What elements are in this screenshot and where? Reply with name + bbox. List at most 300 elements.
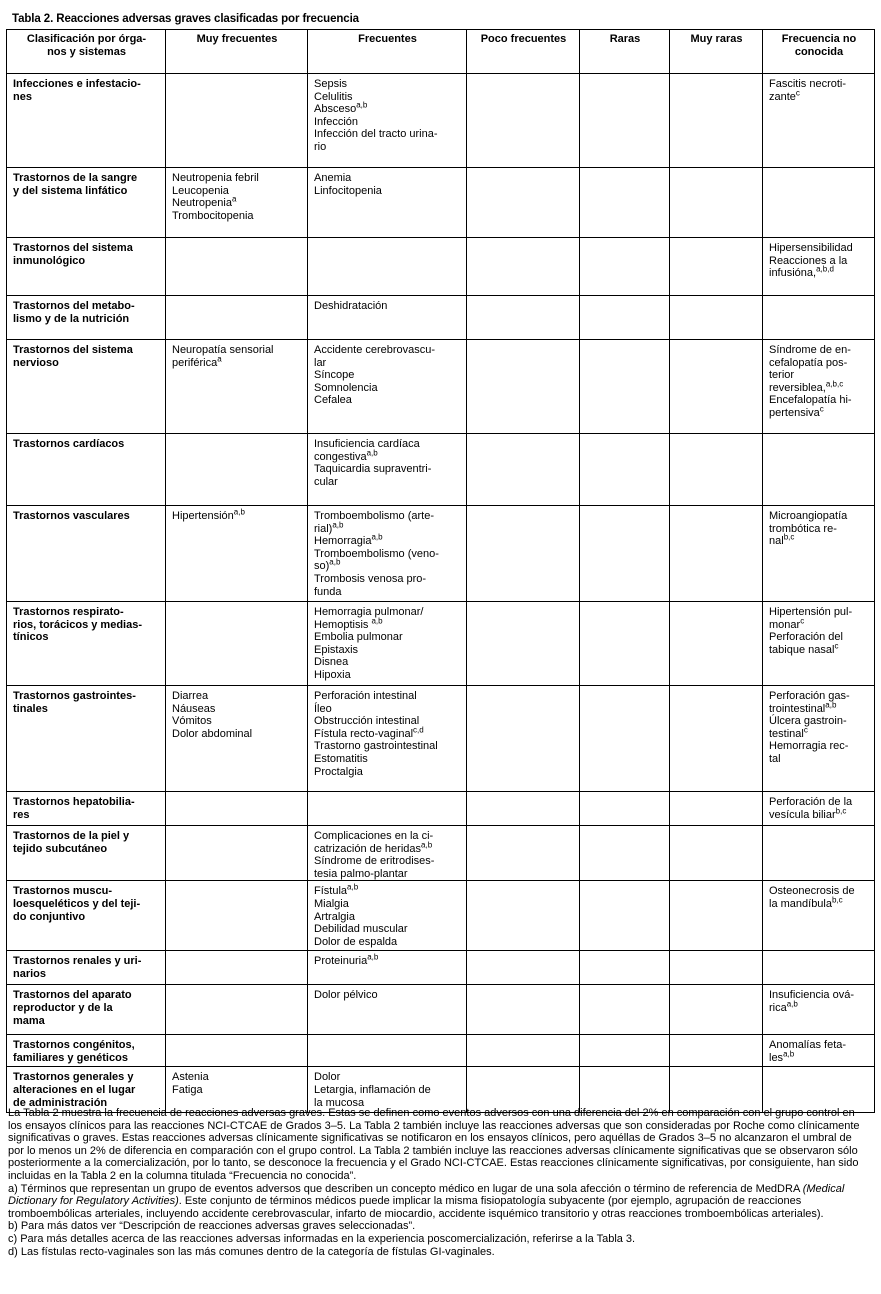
reaction-text: Vómitos — [172, 715, 212, 728]
reaction-item — [769, 532, 869, 548]
reaction-item — [314, 715, 461, 728]
very-common-cell — [166, 686, 308, 792]
reaction-text: Linfocitopenia — [314, 184, 382, 197]
very-common-cell — [166, 434, 308, 506]
reaction-item — [314, 532, 461, 548]
footnote-ref: c — [800, 615, 805, 625]
reaction-text: Trombocitopenia — [172, 209, 254, 222]
table-row — [7, 74, 875, 168]
reaction-text: Taquicardia supraventri- — [314, 463, 432, 476]
table-row — [7, 686, 875, 792]
reaction-text: Cefalea — [314, 394, 352, 407]
table-caption: Tabla 2. Reacciones adversas graves clasificadas por frecuencia — [12, 13, 359, 25]
very-rare-cell — [670, 792, 763, 826]
reaction-text: congestiva — [314, 450, 367, 463]
header-rare — [580, 30, 670, 74]
table-row — [7, 506, 875, 602]
header-common — [308, 30, 467, 74]
reaction-text: Tromboembolismo (arte- — [314, 510, 435, 522]
reaction-item — [314, 463, 461, 476]
reaction-item — [314, 839, 461, 856]
class-line: Trastornos cardíacos — [13, 438, 125, 450]
reaction-text: Síndrome de eritrodises- — [314, 855, 435, 868]
reaction-item — [172, 715, 302, 728]
reaction-text: testinal — [769, 727, 804, 740]
very-rare-cell — [670, 434, 763, 506]
footnote-a-italic: (Medical Dictionary for Regulatory Activities) — [8, 1182, 845, 1208]
very-rare-cell — [670, 1067, 763, 1113]
common-cell — [308, 74, 467, 168]
reaction-text: rica — [769, 1001, 787, 1014]
unknown-frequency-cell — [763, 602, 875, 686]
system-class-cell — [7, 168, 166, 238]
common-cell — [308, 881, 467, 951]
unknown-frequency-cell — [763, 506, 875, 602]
footnote-ref: a,b — [421, 839, 433, 849]
reaction-item — [314, 1084, 461, 1097]
table-body — [7, 74, 875, 1113]
very-common-cell — [166, 792, 308, 826]
reaction-item — [172, 690, 302, 703]
table-row — [7, 985, 875, 1035]
common-cell — [308, 434, 467, 506]
unknown-frequency-cell — [763, 792, 875, 826]
uncommon-cell — [467, 686, 580, 792]
class-line: Trastornos gastrointes- — [13, 690, 136, 702]
system-class-cell — [7, 434, 166, 506]
footnote-b: b) Para más datos ver “Descripción de reacciones adversas graves seleccionadas”. — [8, 1220, 416, 1233]
reaction-item — [314, 557, 461, 573]
class-line: Trastornos generales y — [13, 1071, 134, 1084]
reaction-item — [314, 898, 461, 911]
uncommon-cell — [467, 74, 580, 168]
class-line: Trastornos vasculares — [13, 510, 130, 522]
reaction-text: Hemorragia rec- — [769, 740, 849, 753]
class-line: Trastornos congénitos, — [13, 1039, 135, 1052]
very-rare-cell — [670, 340, 763, 434]
unknown-frequency-cell — [763, 434, 875, 506]
very-rare-cell — [670, 686, 763, 792]
class-line: Trastornos del metabo- — [13, 300, 135, 312]
table-row — [7, 340, 875, 434]
rare-cell — [580, 602, 670, 686]
unknown-frequency-cell — [763, 826, 875, 881]
reaction-item — [314, 344, 461, 357]
reaction-item — [769, 796, 869, 809]
uncommon-cell — [467, 506, 580, 602]
class-line: inmunológico — [13, 254, 86, 267]
reaction-text: Hipersensibilidad — [769, 242, 853, 254]
reaction-item — [314, 438, 461, 451]
reaction-item — [314, 615, 461, 632]
rare-cell — [580, 238, 670, 296]
very-rare-cell — [670, 296, 763, 340]
reaction-item — [314, 882, 461, 898]
reaction-text: Sepsis — [314, 78, 348, 90]
reaction-item — [314, 519, 461, 536]
header-line: Poco frecuentes — [480, 33, 567, 45]
reaction-item — [314, 911, 461, 924]
reaction-item — [769, 641, 869, 657]
uncommon-cell — [467, 238, 580, 296]
very-rare-cell — [670, 1035, 763, 1067]
rare-cell — [580, 1067, 670, 1113]
unknown-frequency-cell — [763, 340, 875, 434]
footnote-ref: b,c — [835, 805, 847, 815]
header-line: Muy raras — [690, 33, 743, 45]
rare-cell — [580, 951, 670, 985]
reaction-item — [314, 91, 461, 104]
footnote-ref: c — [834, 641, 839, 651]
uncommon-cell — [467, 434, 580, 506]
reaction-text: Perforación del — [769, 631, 843, 644]
reaction-item — [172, 172, 302, 185]
class-line: reproductor y de la — [13, 1001, 113, 1014]
very-common-cell — [166, 168, 308, 238]
reaction-text: Debilidad muscular — [314, 923, 408, 936]
reaction-text: Microangiopatía — [769, 510, 848, 522]
rare-cell — [580, 340, 670, 434]
footnote-ref: a,b — [347, 882, 359, 892]
uncommon-cell — [467, 826, 580, 881]
reaction-item — [769, 87, 869, 104]
system-class-cell — [7, 985, 166, 1035]
reaction-item — [769, 510, 869, 523]
reaction-text: reversiblea, — [769, 381, 826, 394]
reaction-text: periférica — [172, 356, 218, 369]
reaction-text: Epistaxis — [314, 643, 359, 656]
system-class-cell — [7, 792, 166, 826]
reaction-text: Hemorragia pulmonar/ — [314, 606, 424, 618]
rare-cell — [580, 506, 670, 602]
unknown-frequency-cell — [763, 985, 875, 1035]
reaction-text: Íleo — [314, 702, 332, 715]
class-line: Trastornos hepatobilia- — [13, 796, 135, 808]
footnote-d: d) Las fístulas recto-vaginales son las más comunes dentro de la categoría de fístulas GI-vaginales. — [8, 1245, 495, 1258]
system-class-cell — [7, 340, 166, 434]
reaction-item — [314, 586, 461, 599]
header-uncommon — [467, 30, 580, 74]
common-cell — [308, 296, 467, 340]
reaction-text: les — [769, 1051, 784, 1064]
reaction-item — [172, 703, 302, 716]
class-line: familiares y genéticos — [13, 1051, 128, 1064]
common-cell — [308, 686, 467, 792]
uncommon-cell — [467, 1035, 580, 1067]
uncommon-cell — [467, 951, 580, 985]
unknown-frequency-cell — [763, 686, 875, 792]
reaction-item — [314, 382, 461, 395]
reaction-text: Encefalopatía hi- — [769, 394, 852, 407]
table-row — [7, 1035, 875, 1067]
footnotes — [8, 1107, 868, 1258]
footnote-ref: a — [231, 194, 237, 204]
reaction-item — [314, 923, 461, 936]
common-cell — [308, 602, 467, 686]
reaction-item — [769, 989, 869, 1002]
reaction-text: Proctalgia — [314, 765, 363, 778]
reaction-item — [314, 766, 461, 779]
reaction-text: Artralgia — [314, 910, 355, 923]
class-line: Trastornos del sistema — [13, 344, 133, 356]
reaction-item — [314, 476, 461, 489]
very-common-cell — [166, 506, 308, 602]
common-cell — [308, 1035, 467, 1067]
footnote-ref: a — [217, 353, 222, 363]
reaction-item — [769, 379, 869, 395]
class-line: nervioso — [13, 356, 59, 369]
reaction-text: Deshidratación — [314, 300, 388, 312]
unknown-frequency-cell — [763, 951, 875, 985]
reaction-item — [314, 989, 461, 1002]
reaction-item — [314, 78, 461, 91]
reaction-text: Trombosis venosa pro- — [314, 572, 427, 585]
reaction-item — [314, 300, 461, 313]
reaction-item — [769, 369, 869, 382]
reaction-text: Complicaciones en la ci- — [314, 830, 434, 842]
footnote-a-text: a) Términos que representan un grupo de eventos adversos que describen un concepto médico en lugar de una sola afección o término de referencia de MedDRA — [8, 1182, 803, 1195]
class-line: Trastornos muscu- — [13, 885, 113, 898]
very-rare-cell — [670, 826, 763, 881]
very-common-cell — [166, 1035, 308, 1067]
reaction-text: rio — [314, 140, 327, 153]
header-system-class — [7, 30, 166, 74]
reaction-text: Absceso — [314, 103, 357, 116]
reaction-item — [769, 699, 869, 716]
reaction-item — [172, 210, 302, 223]
uncommon-cell — [467, 985, 580, 1035]
footnote-intro: La Tabla 2 muestra la frecuencia de reacciones adversas graves. Estas se definen como eventos adversos con una diferencia del 2% en comparación con el grupo control en los ensayos clínicos para las reacciones NCI-CTCAE de Grados 3–5. La Tabla 2 también incluye las reacciones adversas que son consideradas por Roche como clínicamente significativas o graves. Estas reacciones adversas clínicamente significativas se notificaron en los ensayos clínicos, pero aquéllas de Grados 3–5 no alcanzaron el umbral de por lo menos un 2% de diferencia en comparación con el grupo control. La Tabla 2 también incluye las reacciones adversas clínicamente significativas que se observaron sólo posteriormente a la comercialización, por lo tanto, se desconoce la frecuencia y el Grado NCI-CTCAE. Estas reacciones clínicamente significativas, por consiguiente, han sido incluidas en la Tabla 2 en la columna titulada “Frecuencia no conocida”. — [8, 1107, 860, 1182]
table-row — [7, 826, 875, 881]
reaction-text: Dolor abdominal — [172, 727, 253, 740]
reaction-text: Embolia pulmonar — [314, 631, 403, 644]
class-line: do conjuntivo — [13, 910, 86, 923]
system-class-cell — [7, 506, 166, 602]
reaction-item — [769, 242, 869, 255]
reaction-text: Trastorno gastrointestinal — [314, 740, 438, 753]
very-rare-cell — [670, 881, 763, 951]
adverse-reactions-table — [6, 29, 875, 1113]
table-row — [7, 881, 875, 951]
class-line: Trastornos de la piel y — [13, 830, 130, 842]
reaction-text: Perforación intestinal — [314, 690, 417, 702]
header-unknown — [763, 30, 875, 74]
reaction-text: Diarrea — [172, 690, 209, 702]
reaction-item — [314, 936, 461, 949]
reaction-text: Hipoxia — [314, 668, 351, 681]
rare-cell — [580, 826, 670, 881]
very-common-cell — [166, 951, 308, 985]
reaction-item — [769, 715, 869, 728]
very-rare-cell — [670, 951, 763, 985]
common-cell — [308, 951, 467, 985]
table-row — [7, 168, 875, 238]
system-class-cell — [7, 881, 166, 951]
uncommon-cell — [467, 296, 580, 340]
reaction-text: zante — [769, 90, 796, 103]
reaction-text: Neutropenia febril — [172, 172, 259, 184]
reaction-text: infusióna, — [769, 267, 817, 280]
table-row — [7, 1067, 875, 1113]
reaction-item — [769, 344, 869, 357]
reaction-text: Anemia — [314, 172, 352, 184]
class-line: alteraciones en el lugar — [13, 1083, 136, 1096]
footnote-a — [8, 1183, 868, 1221]
footnote-ref: a,b — [371, 615, 383, 625]
rare-cell — [580, 985, 670, 1035]
unknown-frequency-cell — [763, 168, 875, 238]
reaction-text: rial) — [314, 522, 333, 535]
class-line: loesqueléticos y del teji- — [13, 897, 141, 910]
reaction-item — [314, 740, 461, 753]
rare-cell — [580, 792, 670, 826]
reaction-item — [769, 631, 869, 644]
reaction-text: Insuficiencia cardíaca — [314, 438, 420, 450]
reaction-text: Astenia — [172, 1071, 209, 1084]
reaction-item — [314, 656, 461, 669]
reaction-item — [314, 669, 461, 682]
very-common-cell — [166, 340, 308, 434]
very-common-cell — [166, 74, 308, 168]
reaction-text: Hipertensión — [172, 510, 234, 522]
reaction-item — [769, 999, 869, 1015]
reaction-item — [769, 740, 869, 753]
reaction-item — [769, 404, 869, 420]
class-line: tejido subcutáneo — [13, 842, 108, 855]
reaction-item — [314, 690, 461, 703]
common-cell — [308, 985, 467, 1035]
reaction-item — [314, 369, 461, 382]
footnote-ref: a,b,c — [825, 379, 844, 389]
reaction-item — [314, 128, 461, 141]
reaction-item — [314, 573, 461, 586]
footnote-ref: c — [819, 404, 824, 414]
reaction-text: Fascitis necroti- — [769, 78, 847, 90]
reaction-item — [314, 100, 461, 116]
header-very-rare — [670, 30, 763, 74]
unknown-frequency-cell — [763, 74, 875, 168]
system-class-cell — [7, 238, 166, 296]
class-line: Trastornos respirato- — [13, 606, 124, 618]
reaction-item — [314, 725, 461, 741]
reaction-text: Accidente cerebrovascu- — [314, 344, 436, 356]
reaction-text: Fístula recto-vaginal — [314, 727, 414, 740]
footnote-ref: a,b — [783, 1049, 795, 1059]
rare-cell — [580, 434, 670, 506]
reaction-text: Obstrucción intestinal — [314, 715, 420, 728]
rare-cell — [580, 74, 670, 168]
unknown-frequency-cell — [763, 1035, 875, 1067]
reaction-item — [769, 895, 869, 911]
class-line: Trastornos del sistema — [13, 242, 133, 254]
reaction-text: catrización de heridas — [314, 842, 422, 855]
class-line: tinales — [13, 702, 48, 715]
footnote-ref: a,b — [366, 447, 378, 457]
very-common-cell — [166, 826, 308, 881]
reaction-text: Estomatitis — [314, 752, 368, 765]
table-row — [7, 602, 875, 686]
class-line: de administración — [13, 1096, 108, 1109]
reaction-text: pertensiva — [769, 406, 820, 419]
reaction-text: Perforación de la — [769, 796, 853, 808]
reaction-item — [314, 172, 461, 185]
reaction-item — [769, 357, 869, 370]
header-row — [7, 30, 875, 74]
reaction-text: Reacciones a la — [769, 254, 848, 267]
rare-cell — [580, 168, 670, 238]
reaction-text: monar — [769, 618, 801, 631]
reaction-item — [314, 141, 461, 154]
system-class-cell — [7, 686, 166, 792]
reaction-text: terior — [769, 369, 795, 382]
very-rare-cell — [670, 74, 763, 168]
system-class-cell — [7, 1067, 166, 1113]
reaction-text: Mialgia — [314, 897, 349, 910]
rare-cell — [580, 686, 670, 792]
table-row — [7, 238, 875, 296]
reaction-item — [172, 728, 302, 741]
class-line: nes — [13, 90, 32, 103]
header-line: Clasificación por órga- — [26, 33, 147, 45]
footnote-ref: a,b — [356, 100, 368, 110]
very-common-cell — [166, 881, 308, 951]
reaction-item — [314, 116, 461, 129]
rare-cell — [580, 1035, 670, 1067]
reaction-item — [172, 1084, 302, 1097]
rare-cell — [580, 881, 670, 951]
reaction-item — [172, 344, 302, 357]
reaction-text: Neutropenia — [172, 197, 232, 210]
reaction-text: lar — [314, 356, 327, 369]
reaction-text: so) — [314, 560, 330, 573]
footnote-ref: a,b — [786, 999, 798, 1009]
reaction-item — [314, 952, 461, 968]
reaction-text: Disnea — [314, 656, 349, 669]
reaction-text: Síndrome de en- — [769, 344, 851, 356]
reaction-text: Tromboembolismo (veno- — [314, 547, 439, 560]
reaction-text: Hemorragia — [314, 535, 372, 548]
common-cell — [308, 1067, 467, 1113]
footnote-ref: c — [795, 87, 800, 97]
reaction-item — [769, 1049, 869, 1065]
reaction-item — [314, 868, 461, 881]
class-line: mama — [13, 1014, 45, 1027]
reaction-text: Leucopenia — [172, 184, 229, 197]
reaction-text: Letargia, inflamación de — [314, 1083, 431, 1096]
reaction-item — [769, 805, 869, 822]
reaction-text: la mucosa — [314, 1096, 365, 1109]
reaction-item — [314, 447, 461, 464]
reaction-text: Síncope — [314, 369, 355, 382]
header-very-common — [166, 30, 308, 74]
reaction-item — [314, 855, 461, 868]
footnote-ref: c,d — [413, 725, 424, 735]
reaction-text: Insuficiencia ová- — [769, 989, 854, 1002]
reaction-text: tabique nasal — [769, 643, 835, 656]
footnote-ref: a,b — [367, 952, 379, 962]
table-row — [7, 296, 875, 340]
reaction-item — [314, 606, 461, 619]
reaction-item — [172, 185, 302, 198]
very-rare-cell — [670, 506, 763, 602]
uncommon-cell — [467, 881, 580, 951]
reaction-text: Celulitis — [314, 90, 353, 103]
very-rare-cell — [670, 602, 763, 686]
reaction-text: Fatiga — [172, 1083, 203, 1096]
rare-cell — [580, 296, 670, 340]
common-cell — [308, 826, 467, 881]
class-line: Infecciones e infestacio- — [13, 78, 141, 90]
